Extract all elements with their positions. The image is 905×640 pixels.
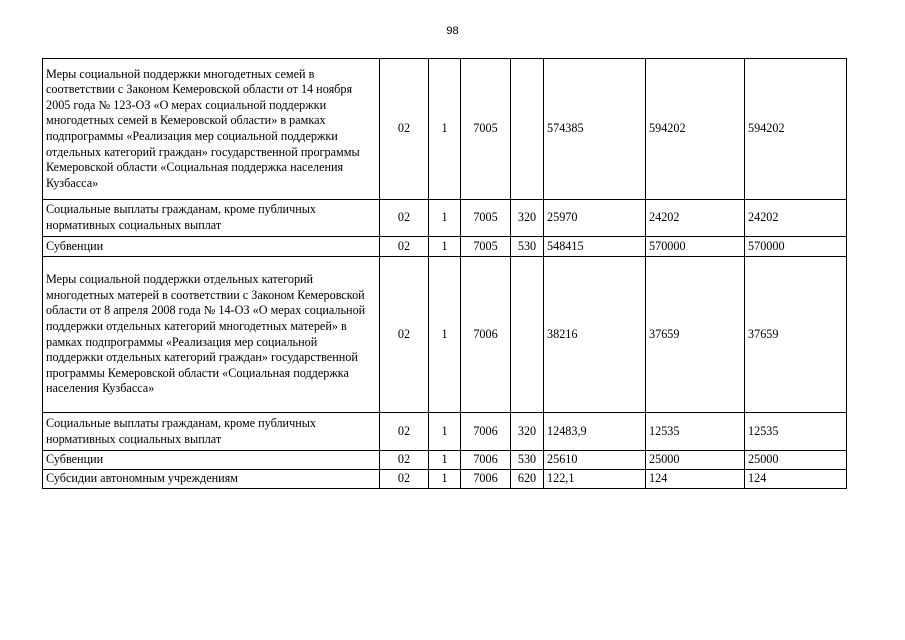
table-row bbox=[43, 200, 847, 237]
row-value-2: 24202 bbox=[646, 200, 745, 237]
row-target-code: 7006 bbox=[461, 470, 511, 489]
row-value-1: 12483,9 bbox=[544, 413, 646, 451]
row-value-2: 37659 bbox=[646, 257, 745, 413]
row-target-code: 7006 bbox=[461, 257, 511, 413]
row-expense-type: 620 bbox=[511, 470, 544, 489]
row-value-3: 12535 bbox=[745, 413, 847, 451]
row-subsection: 1 bbox=[429, 470, 461, 489]
row-value-1: 25610 bbox=[544, 451, 646, 470]
row-subsection: 1 bbox=[429, 413, 461, 451]
row-subsection: 1 bbox=[429, 59, 461, 200]
table-row bbox=[43, 237, 847, 257]
row-value-1: 122,1 bbox=[544, 470, 646, 489]
row-value-3: 570000 bbox=[745, 237, 847, 257]
row-value-2: 570000 bbox=[646, 237, 745, 257]
row-name: Социальные выплаты гражданам, кроме публичных нормативных социальных выплат bbox=[43, 413, 380, 451]
row-target-code: 7006 bbox=[461, 451, 511, 470]
row-section: 02 bbox=[380, 200, 429, 237]
row-value-3: 25000 bbox=[745, 451, 847, 470]
row-name: Субвенции bbox=[43, 451, 380, 470]
row-name: Социальные выплаты гражданам, кроме публичных нормативных социальных выплат bbox=[43, 200, 380, 237]
row-subsection: 1 bbox=[429, 257, 461, 413]
table-row bbox=[43, 59, 847, 200]
row-value-3: 24202 bbox=[745, 200, 847, 237]
row-value-2: 25000 bbox=[646, 451, 745, 470]
row-value-3: 124 bbox=[745, 470, 847, 489]
row-value-2: 594202 bbox=[646, 59, 745, 200]
table-row bbox=[43, 470, 847, 489]
row-section: 02 bbox=[380, 237, 429, 257]
row-expense-type: 320 bbox=[511, 413, 544, 451]
row-expense-type: 530 bbox=[511, 237, 544, 257]
table-row bbox=[43, 257, 847, 413]
row-value-2: 124 bbox=[646, 470, 745, 489]
row-name: Меры социальной поддержки отдельных категорий многодетных матерей в соответствии с Законом Кемеровской области от 8 апреля 2008 года № 14-ОЗ «О мерах социальной поддержки отдельных категорий многодетных матерей» в рамках подпрограммы «Реализация мер социальной поддержки отдельных категорий граждан» государственной программы Кемеровской области «Социальная поддержка населения Кузбасса» bbox=[43, 257, 380, 413]
row-expense-type: 530 bbox=[511, 451, 544, 470]
row-section: 02 bbox=[380, 451, 429, 470]
row-value-2: 12535 bbox=[646, 413, 745, 451]
row-expense-type: 320 bbox=[511, 200, 544, 237]
row-target-code: 7005 bbox=[461, 237, 511, 257]
row-subsection: 1 bbox=[429, 200, 461, 237]
row-expense-type bbox=[511, 59, 544, 200]
row-subsection: 1 bbox=[429, 237, 461, 257]
row-name: Меры социальной поддержки многодетных семей в соответствии с Законом Кемеровской области от 14 ноября 2005 года № 123-ОЗ «О мерах социальной поддержки многодетных семей в Кемеровской области» в рамках подпрограммы «Реализация мер социальной поддержки отдельных категорий граждан» государственной программы Кемеровской области «Социальная поддержка населения Кузбасса» bbox=[43, 59, 380, 200]
table-row bbox=[43, 413, 847, 451]
row-value-1: 574385 bbox=[544, 59, 646, 200]
row-value-1: 25970 bbox=[544, 200, 646, 237]
budget-table bbox=[42, 58, 847, 489]
page-number: 98 bbox=[446, 25, 459, 37]
row-name: Субвенции bbox=[43, 237, 380, 257]
row-section: 02 bbox=[380, 59, 429, 200]
row-section: 02 bbox=[380, 470, 429, 489]
row-section: 02 bbox=[380, 257, 429, 413]
row-value-3: 594202 bbox=[745, 59, 847, 200]
row-target-code: 7005 bbox=[461, 200, 511, 237]
row-value-3: 37659 bbox=[745, 257, 847, 413]
row-expense-type bbox=[511, 257, 544, 413]
row-target-code: 7006 bbox=[461, 413, 511, 451]
table-row bbox=[43, 451, 847, 470]
row-subsection: 1 bbox=[429, 451, 461, 470]
row-name: Субсидии автономным учреждениям bbox=[43, 470, 380, 489]
row-value-1: 548415 bbox=[544, 237, 646, 257]
row-target-code: 7005 bbox=[461, 59, 511, 200]
row-value-1: 38216 bbox=[544, 257, 646, 413]
row-section: 02 bbox=[380, 413, 429, 451]
